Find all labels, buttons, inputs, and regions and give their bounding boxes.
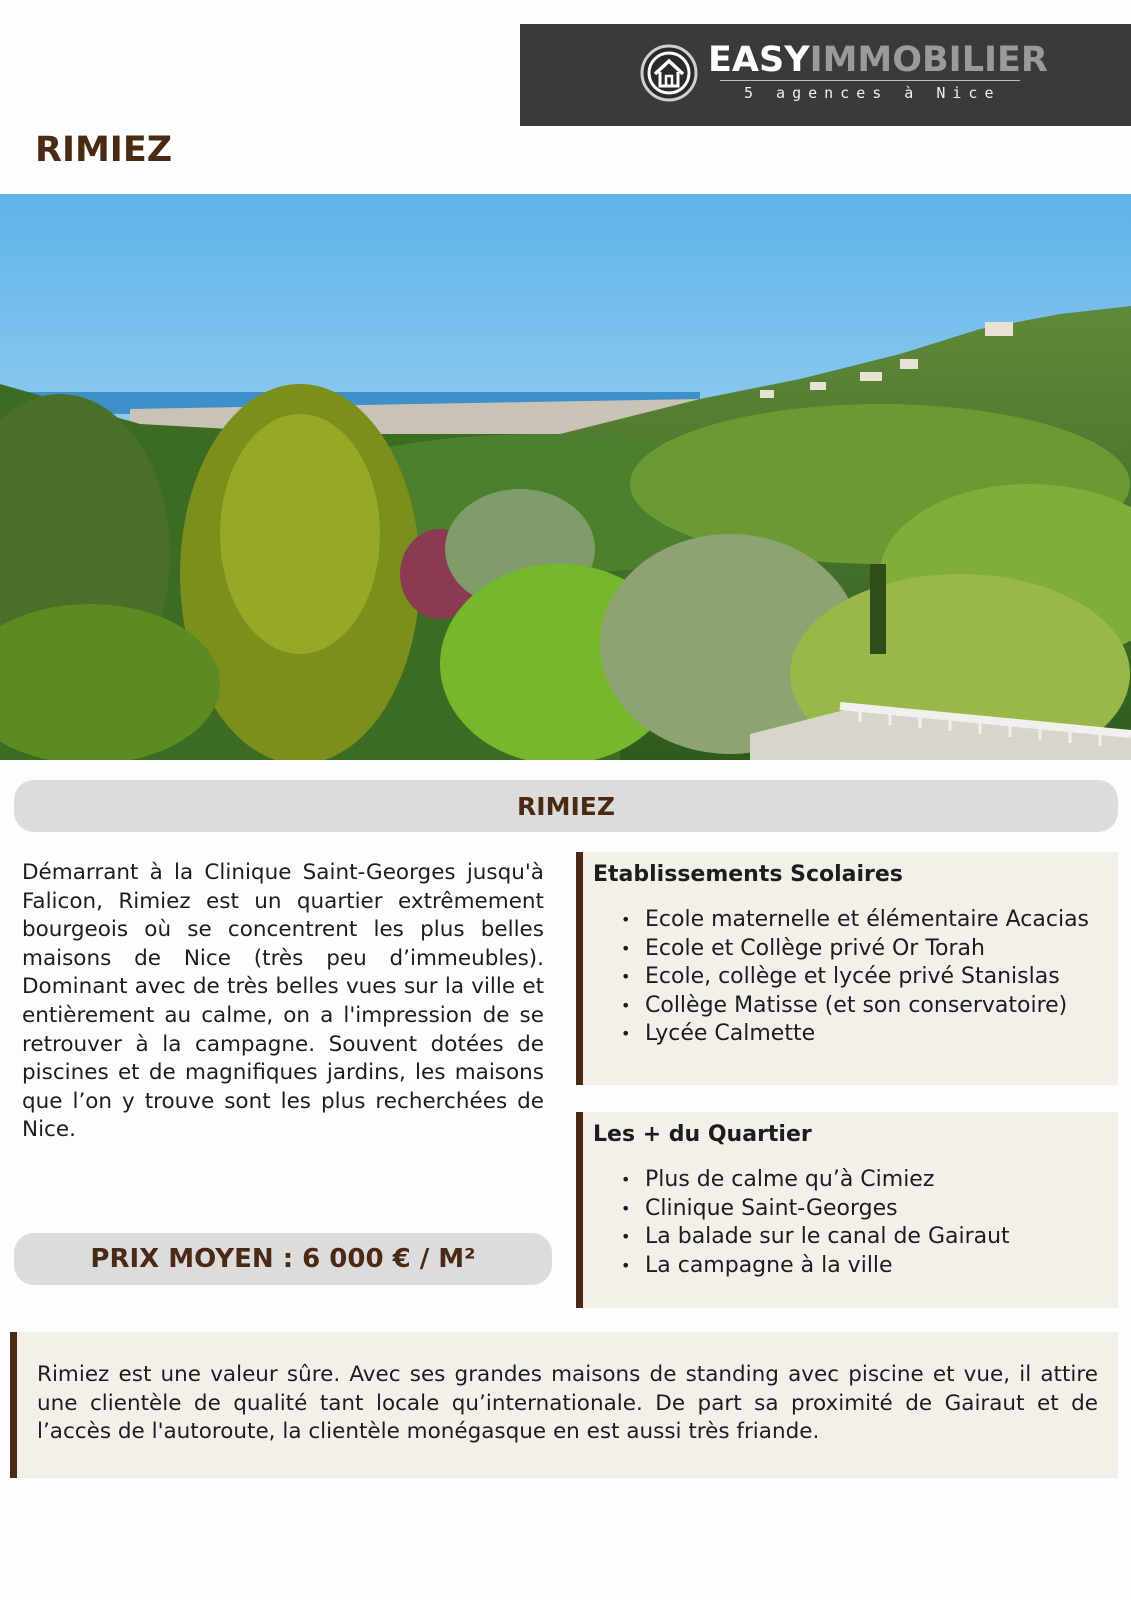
list-item: • La campagne à la ville — [645, 1252, 1110, 1281]
list-item: • Collège Matisse (et son conservatoire) — [645, 992, 1110, 1021]
list-item: • Lycée Calmette — [645, 1020, 1110, 1049]
conclusion-box — [10, 1332, 1118, 1478]
logo-divider — [720, 80, 1020, 81]
logo-word-easy: EASY — [708, 40, 810, 80]
logo-word-immobilier: IMMOBILIER — [809, 40, 1048, 80]
house-logo-icon — [640, 44, 698, 102]
logo-wordmark — [708, 40, 1048, 80]
list-item: • Clinique Saint-Georges — [645, 1195, 1110, 1224]
pluses-title: Les + du Quartier — [593, 1122, 812, 1147]
page-title: RIMIEZ — [35, 130, 173, 170]
logo-tagline: 5 agences à Nice — [744, 84, 1001, 102]
pluses-list — [593, 1166, 1110, 1280]
conclusion-text: Rimiez est une valeur sûre. Avec ses grandes maisons de standing avec piscine et vue, il attire une clientèle de qualité tant locale qu’internationale. De part sa proximité de Gairaut et de l’accès de l'autoroute, la clientèle monégasque en est aussi très friande. — [37, 1362, 1098, 1445]
list-item: • Ecole, collège et lycée privé Stanislas — [645, 963, 1110, 992]
schools-title: Etablissements Scolaires — [593, 862, 903, 887]
panorama-photo — [0, 194, 1131, 760]
section-title: RIMIEZ — [14, 780, 1118, 832]
list-item: • Ecole et Collège privé Or Torah — [645, 935, 1110, 964]
neighborhood-pluses-box — [576, 1112, 1118, 1308]
list-item: • La balade sur le canal de Gairaut — [645, 1223, 1110, 1252]
list-item: • Plus de calme qu’à Cimiez — [645, 1166, 1110, 1195]
logo-banner — [520, 24, 1131, 126]
average-price-badge: PRIX MOYEN : 6 000 € / M² — [14, 1233, 552, 1285]
list-item: • Ecole maternelle et élémentaire Acacias — [645, 906, 1110, 935]
schools-box — [576, 852, 1118, 1085]
schools-list — [593, 906, 1110, 1049]
neighborhood-description: Démarrant à la Clinique Saint-Georges jusqu'à Falicon, Rimiez est un quartier extrêmement bourgeois où se concentrent les plus belles maisons de Nice (très peu d’immeubles). Dominant avec de très belles vues sur la ville et entièrement au calme, on a l'impression de se retrouver à la campagne. Souvent dotées de piscines et de magnifiques jardins, les maisons que l’on y trouve sont les plus recherchées de Nice. — [22, 860, 544, 1143]
